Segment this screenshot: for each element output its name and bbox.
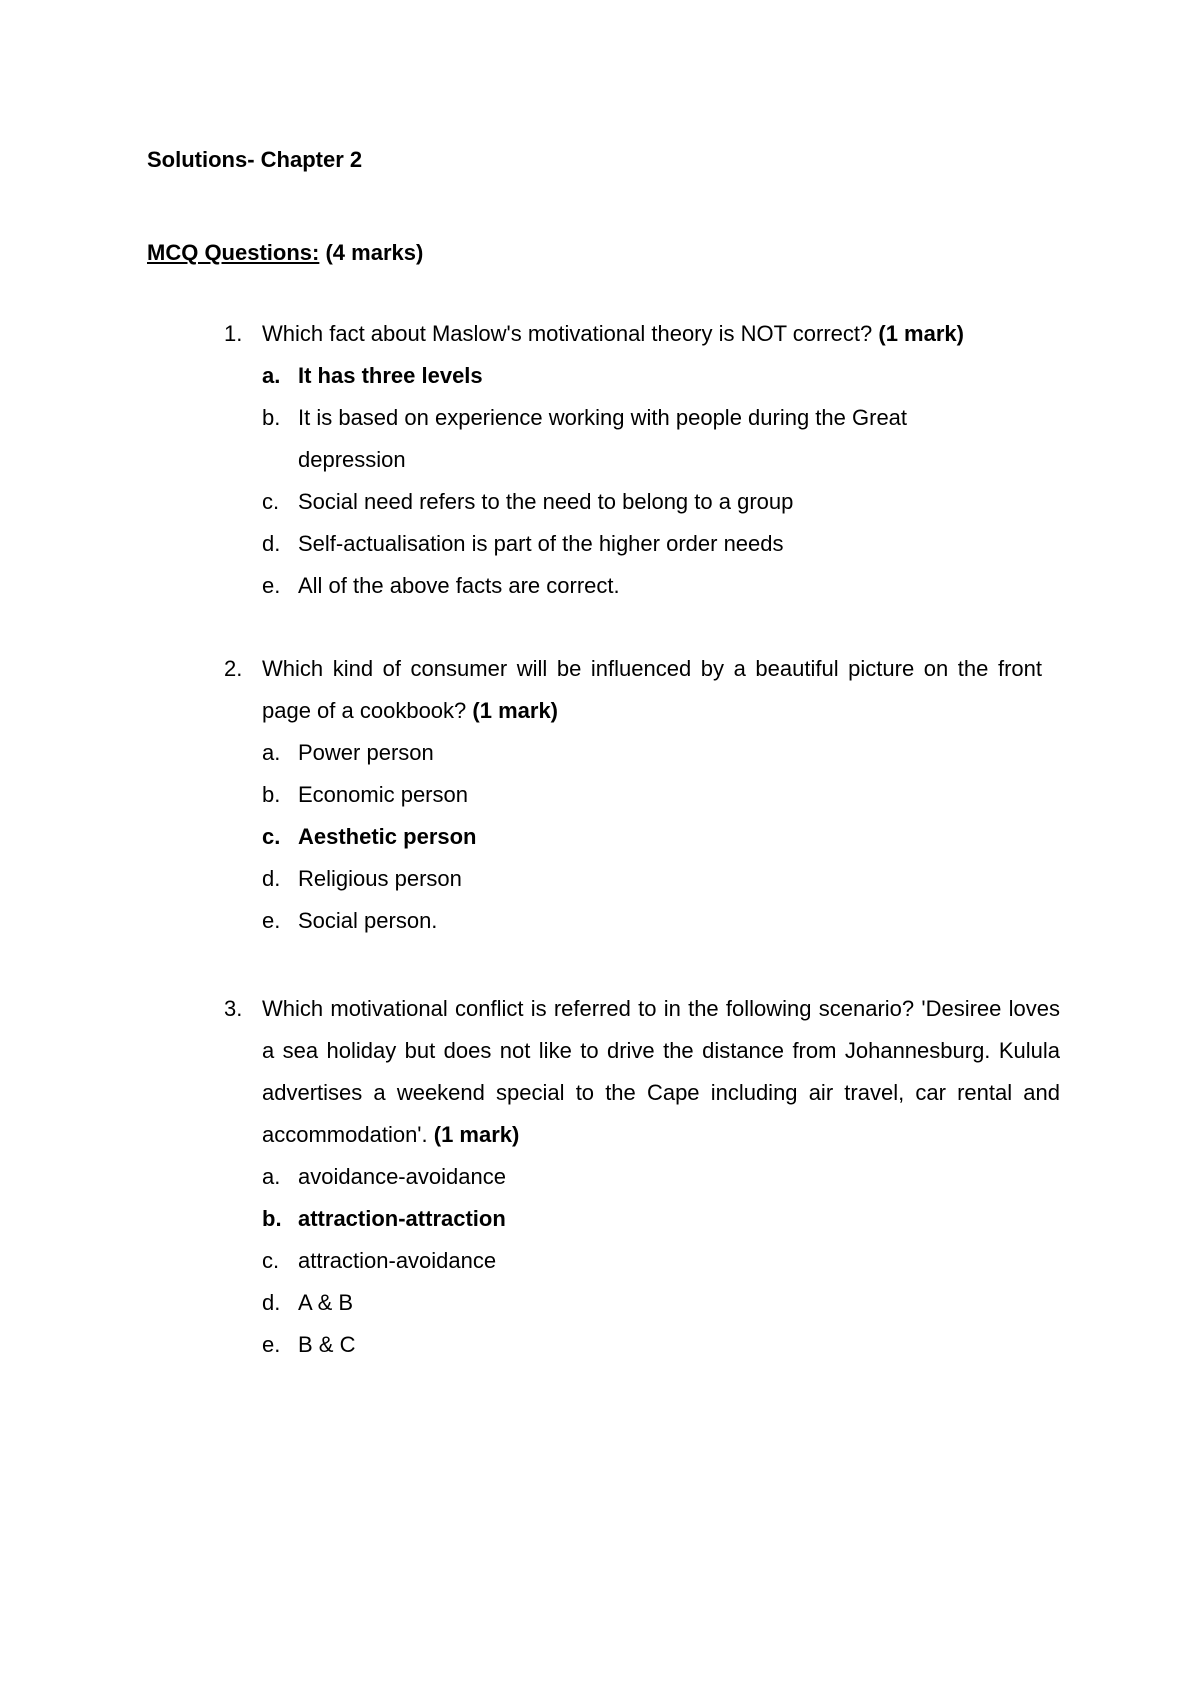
option-text: A & B xyxy=(298,1290,354,1315)
question-number: 3. xyxy=(224,996,243,1021)
option-letter: e. xyxy=(262,908,281,933)
option-b xyxy=(224,1198,1060,1240)
option-a xyxy=(224,355,1060,397)
option-d xyxy=(224,858,1060,900)
option-letter: a. xyxy=(262,1164,281,1189)
option-list xyxy=(224,732,1060,942)
option-list xyxy=(224,355,1060,607)
question-marks: (1 mark) xyxy=(472,698,558,723)
option-text: Power person xyxy=(298,740,434,765)
option-text: attraction-avoidance xyxy=(298,1248,497,1273)
option-text: Social need refers to the need to belong to a group xyxy=(298,489,794,514)
option-e xyxy=(224,1324,1060,1366)
question-text xyxy=(262,648,1042,732)
section-heading xyxy=(147,239,423,267)
option-e xyxy=(224,565,1060,607)
question-number: 2. xyxy=(224,656,243,681)
option-letter: c. xyxy=(262,824,281,849)
question-marks: (1 mark) xyxy=(878,321,964,346)
option-text: Self-actualisation is part of the higher order needs xyxy=(298,531,784,556)
option-text: B & C xyxy=(298,1332,356,1357)
option-e xyxy=(224,900,1060,942)
option-letter: d. xyxy=(262,866,281,891)
option-d xyxy=(224,523,1060,565)
option-letter: c. xyxy=(262,1248,280,1273)
question-number: 1. xyxy=(224,321,243,346)
option-c xyxy=(224,481,1060,523)
option-c xyxy=(224,816,1060,858)
option-text: Aesthetic person xyxy=(298,824,477,849)
option-text: Social person. xyxy=(298,908,438,933)
section-heading-label: MCQ Questions: xyxy=(147,240,320,265)
question-stem: Which kind of consumer will be influenced by a beautiful picture on the front page of a cookbook? xyxy=(262,656,1042,723)
option-letter: a. xyxy=(262,740,281,765)
option-text: Economic person xyxy=(298,782,468,807)
option-text: It has three levels xyxy=(298,363,483,388)
question-2 xyxy=(224,648,1060,942)
question-3 xyxy=(224,988,1060,1366)
option-text: It is based on experience working with people during the Great depression xyxy=(298,405,908,472)
page-title: Solutions- Chapter 2 xyxy=(147,147,363,172)
option-text: avoidance-avoidance xyxy=(298,1164,506,1189)
option-letter: e. xyxy=(262,573,281,598)
question-1 xyxy=(224,313,1060,607)
option-letter: b. xyxy=(262,1206,282,1231)
question-text xyxy=(262,988,1060,1156)
question-stem: Which motivational conflict is referred to in the following scenario? 'Desiree loves a sea holiday but does not like to drive the distance from Johannesburg. Kulula advertises a weekend special to the Cape including air travel, car rental and accommodation'. xyxy=(262,996,1060,1147)
option-d xyxy=(224,1282,1060,1324)
option-text: attraction-attraction xyxy=(298,1206,506,1231)
option-letter: e. xyxy=(262,1332,281,1357)
question-text xyxy=(262,313,1060,355)
option-list xyxy=(224,1156,1060,1366)
option-text: All of the above facts are correct. xyxy=(298,573,620,598)
option-letter: c. xyxy=(262,489,280,514)
option-a xyxy=(224,1156,1060,1198)
option-letter: d. xyxy=(262,531,281,556)
option-letter: b. xyxy=(262,405,281,430)
option-a xyxy=(224,732,1060,774)
question-marks: (1 mark) xyxy=(433,1122,520,1147)
option-letter: b. xyxy=(262,782,281,807)
option-letter: a. xyxy=(262,363,281,388)
option-b xyxy=(224,774,1060,816)
section-marks: (4 marks) xyxy=(325,240,424,265)
option-c xyxy=(224,1240,1060,1282)
question-stem: Which fact about Maslow's motivational theory is NOT correct? xyxy=(262,321,873,346)
option-b xyxy=(224,397,1060,481)
option-letter: d. xyxy=(262,1290,281,1315)
option-text: Religious person xyxy=(298,866,462,891)
